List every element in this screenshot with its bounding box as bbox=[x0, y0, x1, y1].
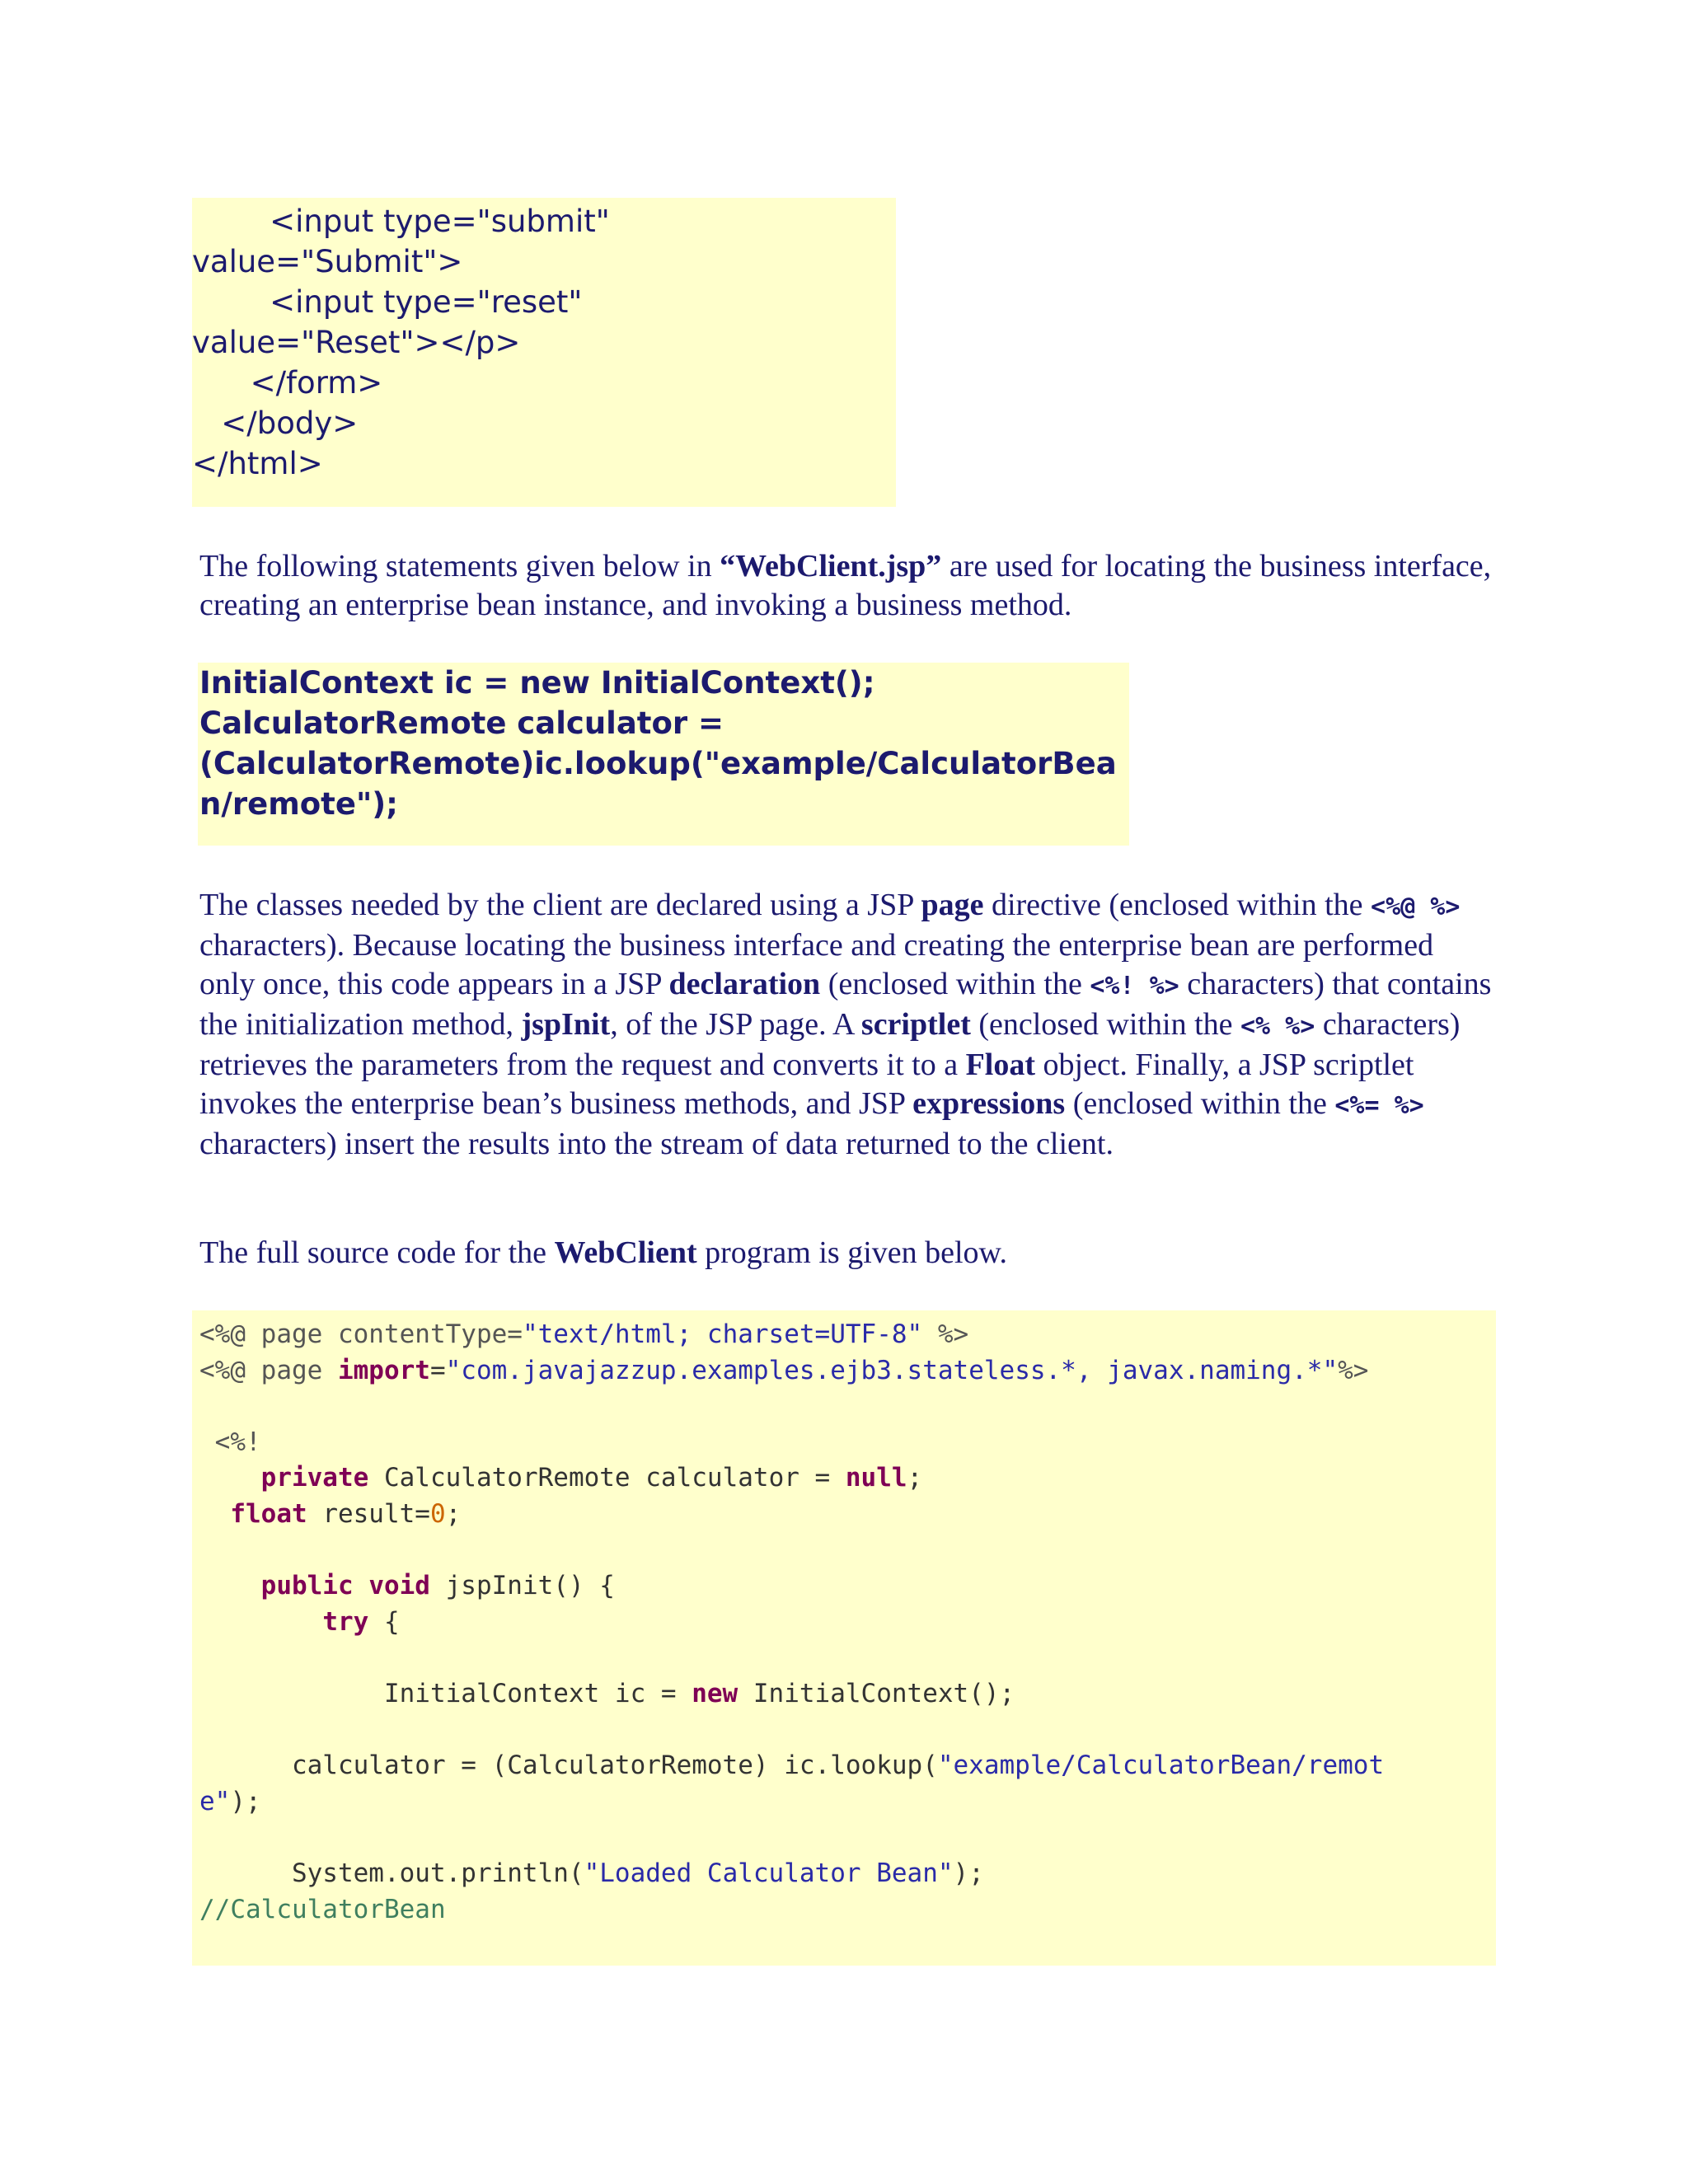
code-line: InitialContext ic = new InitialContext(); bbox=[199, 1678, 1015, 1708]
code-line: float result=0; bbox=[230, 1498, 462, 1529]
code-line: </form> bbox=[192, 365, 383, 401]
code-line: </html> bbox=[192, 446, 323, 481]
code-line: <%@ page contentType="text/html; charset=UTF-8" %> bbox=[199, 1319, 969, 1349]
jsp-source-block bbox=[192, 1310, 1496, 1966]
code-line bbox=[199, 1820, 1496, 1856]
code-line: </body> bbox=[192, 405, 359, 441]
code-line bbox=[199, 1713, 1496, 1749]
code-line: private CalculatorRemote calculator = null; bbox=[260, 1463, 923, 1493]
code-line: n/remote"); bbox=[199, 786, 398, 822]
lookup-code-block bbox=[198, 663, 1129, 846]
code-line: <%! bbox=[199, 1427, 261, 1457]
code-line: CalculatorRemote calculator = bbox=[199, 705, 724, 741]
code-line: <input type="submit" bbox=[192, 204, 610, 239]
code-line bbox=[199, 1533, 1496, 1569]
code-line: public void jspInit() { bbox=[260, 1571, 615, 1601]
code-line: <input type="reset" bbox=[192, 284, 583, 320]
explanation-paragraph: The classes needed by the client are declared using a JSP page directive (enclosed within the <%@ %> characters). Because locating the business interface and creating the enterprise bean are performed only once, this code appears in a JSP declaration (enclosed within the <%! %> characters) that contains the initialization method, jspInit, of the JSP page. A scriptlet (enclosed within the <% %> characters) retrieves the parameters from the request and converts it to a Float object. Finally, a JSP scriptlet invokes the enterprise bean’s business methods, and JSP expressions (enclosed within the <%= %> characters) insert the results into the stream of data returned to the client. bbox=[199, 888, 1492, 1161]
code-line: value="Reset"></p> bbox=[192, 325, 521, 360]
html-code-block bbox=[192, 198, 896, 507]
code-line: value="Submit"> bbox=[192, 244, 463, 279]
code-line: //CalculatorBean bbox=[199, 1894, 446, 1924]
code-line: e"); bbox=[199, 1786, 261, 1816]
code-line: <%@ page import="com.javajazzup.examples.ejb3.stateless.*, javax.naming.*"%> bbox=[199, 1355, 1369, 1385]
code-line: InitialContext ic = new InitialContext(); bbox=[199, 665, 875, 701]
code-line: try { bbox=[322, 1606, 400, 1637]
code-line: (CalculatorRemote)ic.lookup("example/CalculatorBea bbox=[199, 746, 1117, 781]
intro-paragraph: The following statements given below in “WebClient.jsp” are used for locating the business interface, creating an enterprise bean instance, and invoking a business method. bbox=[199, 549, 1492, 622]
code-line: System.out.println("Loaded Calculator Bean"); bbox=[199, 1858, 984, 1888]
code-line bbox=[199, 1640, 1496, 1676]
code-line: calculator = (CalculatorRemote) ic.lookup("example/CalculatorBean/remot bbox=[199, 1750, 1385, 1781]
source-intro-paragraph: The full source code for the WebClient program is given below. bbox=[199, 1235, 1008, 1270]
code-line bbox=[199, 1389, 1496, 1425]
